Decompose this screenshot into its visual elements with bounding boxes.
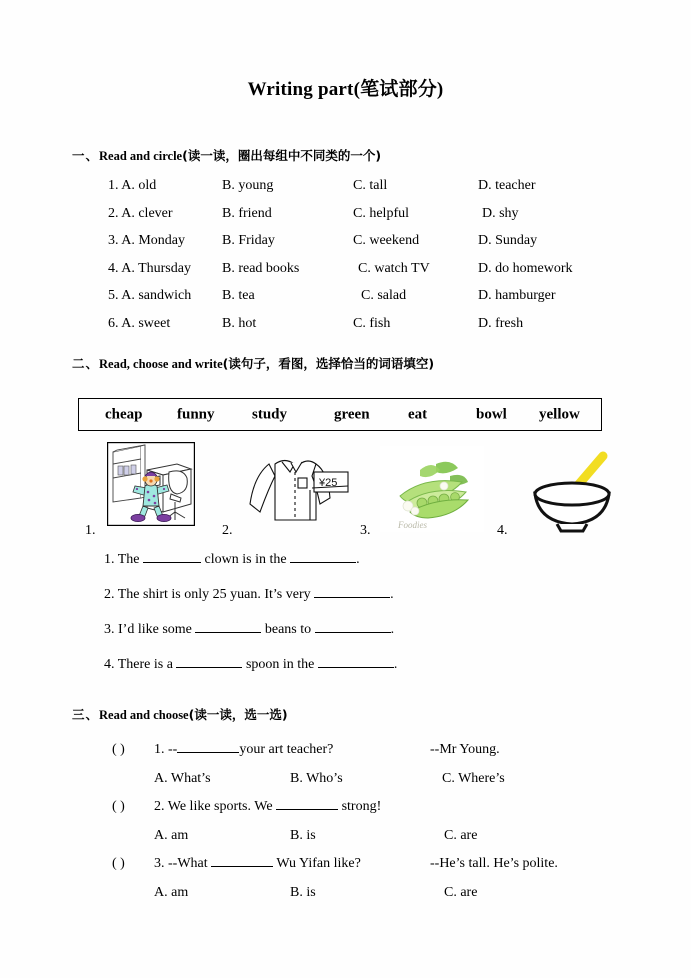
word-bank-item[interactable]: funny [177, 406, 215, 422]
answer-blank[interactable] [315, 632, 391, 633]
word-bank-item[interactable]: green [334, 406, 370, 422]
sentence-part-1: There is a [117, 657, 173, 672]
section-2-heading [72, 354, 434, 372]
sentence-number: 3. [104, 622, 115, 637]
sentence-number: 1. [104, 552, 115, 567]
sentence-number: 4. [104, 657, 115, 672]
section-3-heading [72, 705, 288, 723]
section-1-heading [72, 146, 381, 164]
choose-question [112, 856, 612, 885]
question-number: 3. [154, 856, 165, 871]
option-d[interactable]: D. fresh [478, 315, 524, 331]
answer-blank[interactable] [276, 809, 338, 810]
option-d[interactable]: D. do homework [478, 260, 573, 276]
answer-blank[interactable] [176, 667, 242, 668]
sentence-part-2: spoon in the [245, 657, 315, 672]
sentence-part-3: . [393, 657, 398, 672]
option-b[interactable]: B. hot [222, 315, 257, 331]
option-a[interactable]: 2. A. clever [108, 205, 173, 221]
option-d[interactable]: D. shy [482, 205, 519, 221]
answer-blank[interactable] [195, 632, 261, 633]
option-a[interactable]: 3. A. Monday [108, 233, 185, 248]
picture-cell-2 [222, 443, 352, 539]
sentence-number: 2. [104, 587, 115, 602]
picture-number-4: 4. [497, 523, 508, 538]
option-b[interactable]: B. is [290, 884, 316, 900]
option-b[interactable]: B. is [290, 827, 316, 843]
mc-row [108, 178, 628, 206]
mc-row [108, 206, 628, 234]
option-b[interactable]: B. Who’s [290, 770, 343, 786]
choose-option-row [112, 771, 612, 800]
option-c[interactable]: C. fish [353, 315, 391, 331]
option-b[interactable]: B. tea [222, 288, 255, 303]
word-bank-item[interactable]: yellow [539, 406, 580, 422]
option-d[interactable]: D. Sunday [478, 233, 538, 248]
question-answer: --He’s tall. He’s polite. [430, 856, 558, 871]
section-3-heading-cn: (读一读，选一选) [188, 707, 288, 722]
word-bank-box [78, 398, 602, 431]
question-number: 2. [154, 799, 165, 814]
question-number: 1. [154, 742, 165, 757]
section-3-heading-en: Read and choose [99, 708, 189, 722]
answer-blank[interactable] [318, 667, 394, 668]
picture-number-3: 3. [360, 523, 371, 538]
fill-sentence [104, 622, 604, 657]
option-c[interactable]: C. helpful [353, 205, 409, 221]
word-bank-item[interactable]: bowl [476, 406, 507, 422]
sentence-part-2: . [390, 587, 394, 602]
option-b[interactable]: B. friend [222, 205, 272, 221]
sentence-part-3: . [390, 622, 395, 637]
sentence-part-1: The [117, 552, 140, 567]
bowl-with-yellow-spoon-picture [519, 442, 623, 539]
option-a[interactable]: A. am [154, 827, 189, 843]
question-suffix: your art teacher? [239, 742, 334, 757]
sentence-part-3: . [356, 552, 360, 567]
question-prefix: --What [168, 856, 208, 871]
answer-bracket[interactable]: ( ) [112, 742, 125, 757]
option-c[interactable]: C. weekend [353, 233, 420, 248]
option-c[interactable]: C. tall [353, 178, 388, 193]
clown-in-study-picture [107, 442, 195, 531]
picture-cell-4 [497, 443, 627, 539]
choose-option-row [112, 885, 612, 914]
question-prefix: -- [168, 742, 178, 757]
fill-sentence [104, 552, 604, 587]
section-1-question-list [108, 178, 628, 343]
fill-sentence [104, 657, 604, 692]
section-1-heading-en: Read and circle [99, 149, 183, 163]
option-c[interactable]: C. are [444, 884, 478, 900]
option-a[interactable]: A. What’s [154, 770, 211, 786]
option-c[interactable]: C. watch TV [358, 260, 430, 276]
option-d[interactable]: D. teacher [478, 178, 536, 193]
section-2-heading-en: Read, choose and write [99, 357, 223, 371]
choose-option-row [112, 828, 612, 857]
sentence-part-2: beans to [264, 622, 312, 637]
answer-blank[interactable] [290, 562, 356, 563]
option-a[interactable]: 6. A. sweet [108, 315, 171, 331]
answer-blank[interactable] [314, 597, 390, 598]
option-c[interactable]: C. are [444, 827, 478, 843]
picture-watermark: Foodies [398, 520, 427, 530]
mc-row [108, 316, 628, 344]
word-bank-item[interactable]: eat [408, 406, 428, 422]
sentence-part-1: The shirt is only 25 yuan. It’s very [117, 587, 311, 602]
question-prefix: We like sports. We [167, 799, 273, 814]
section-3-number: 三、 [72, 707, 100, 722]
mc-row [108, 261, 628, 289]
mc-row [108, 233, 628, 261]
option-b[interactable]: B. read books [222, 260, 300, 276]
question-suffix: Wu Yifan like? [276, 856, 361, 871]
answer-bracket[interactable]: ( ) [112, 799, 125, 814]
picture-row [85, 443, 625, 539]
sentence-part-1: I’d like some [118, 622, 192, 637]
option-c[interactable]: C. Where’s [442, 770, 505, 786]
question-answer: --Mr Young. [430, 742, 500, 757]
option-a[interactable]: 4. A. Thursday [108, 260, 191, 276]
choose-question [112, 799, 612, 828]
picture-cell-1 [85, 443, 215, 539]
picture-number-2: 2. [222, 523, 233, 538]
option-b[interactable]: B. young [222, 178, 274, 193]
page-title: Writing part(笔试部分) [247, 79, 444, 100]
section-1-number: 一、 [72, 148, 100, 163]
shirt-with-price-tag-picture [242, 442, 350, 537]
option-d[interactable]: D. hamburger [478, 288, 556, 303]
section-2-sentence-list [104, 552, 604, 692]
section-1-heading-cn: (读一读，圈出每组中不同类的一个) [182, 148, 382, 163]
picture-cell-3 [360, 443, 490, 539]
answer-blank[interactable] [143, 562, 201, 563]
option-b[interactable]: B. Friday [222, 233, 275, 248]
price-tag-label: ¥25 [319, 477, 338, 489]
answer-bracket[interactable]: ( ) [112, 856, 125, 871]
green-peas-picture [380, 446, 484, 537]
answer-blank[interactable] [211, 866, 273, 867]
option-a[interactable]: A. am [154, 884, 189, 900]
fill-sentence [104, 587, 604, 622]
picture-number-1: 1. [85, 523, 96, 538]
question-suffix: strong! [341, 799, 382, 814]
option-a[interactable]: 1. A. old [108, 178, 157, 193]
sentence-part-2: clown is in the [204, 552, 287, 567]
choose-question [112, 742, 612, 771]
section-3-question-list [112, 742, 612, 913]
word-bank-item[interactable]: study [252, 406, 288, 422]
option-a[interactable]: 5. A. sandwich [108, 288, 192, 303]
answer-blank[interactable] [177, 752, 239, 753]
mc-row [108, 288, 628, 316]
section-2-heading-cn: (读句子，看图，选择恰当的词语填空) [222, 356, 435, 371]
word-bank-item[interactable]: cheap [105, 406, 143, 422]
section-2-number: 二、 [72, 356, 100, 371]
option-c[interactable]: C. salad [361, 288, 407, 303]
